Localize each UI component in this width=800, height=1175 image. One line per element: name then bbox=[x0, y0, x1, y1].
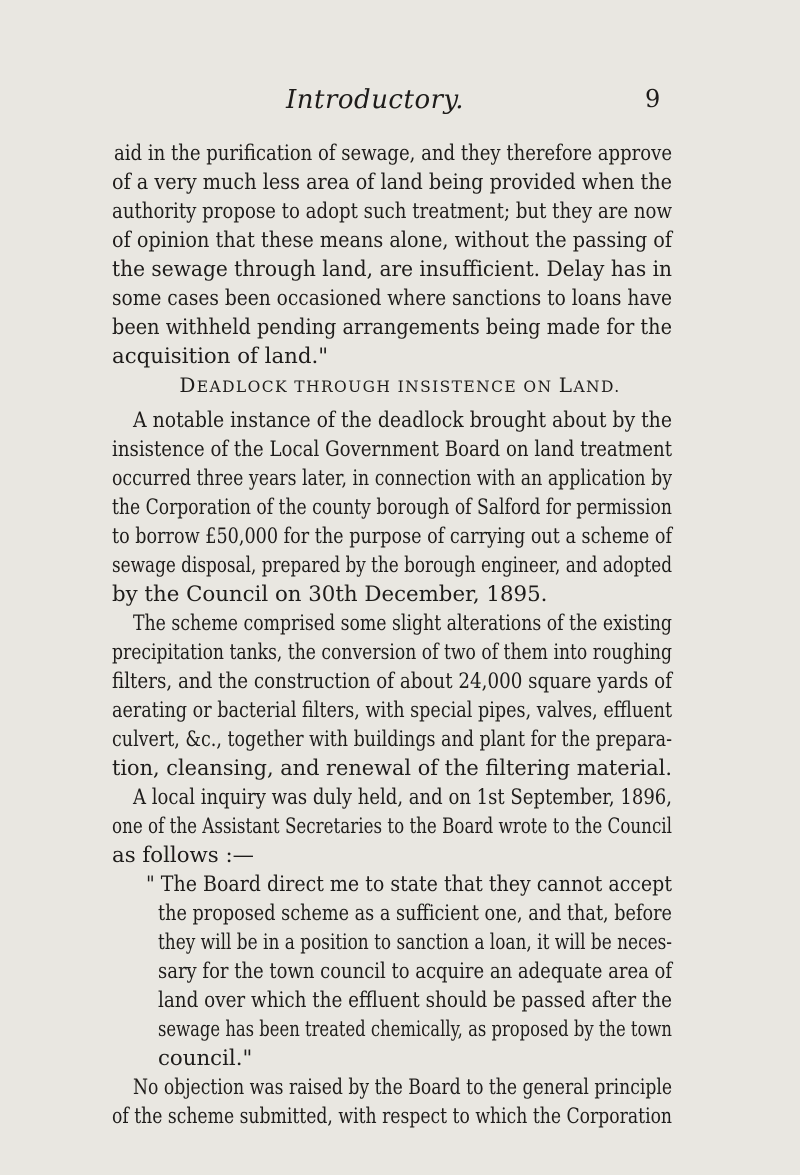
section-heading bbox=[0, 375, 800, 397]
text-line: No objection was raised by the Board to the general principle bbox=[133, 1075, 673, 1100]
heading-part-2: AND. bbox=[573, 378, 621, 396]
text-line: occurred three years later, in connection with an application by bbox=[112, 466, 673, 491]
heading-part-1: EADLOCK THROUGH INSISTENCE ON bbox=[196, 378, 559, 396]
text-line: sewage has been treated chemically, as proposed by the town bbox=[158, 1017, 672, 1042]
text-line: " The Board direct me to state that they cannot accept bbox=[146, 872, 672, 897]
text-line: as follows :— bbox=[112, 843, 254, 868]
page-header bbox=[0, 85, 800, 119]
text-line: to borrow £50,000 for the purpose of carrying out a scheme of bbox=[112, 524, 673, 549]
text-line: A notable instance of the deadlock brought about by the bbox=[133, 408, 672, 433]
text-line: A local inquiry was duly held, and on 1st September, 1896, bbox=[133, 785, 673, 810]
text-line: the proposed scheme as a sufficient one, and that, before bbox=[158, 901, 672, 926]
text-line: been withheld pending arrangements being made for the bbox=[112, 315, 672, 340]
text-line: tion, cleansing, and renewal of the filtering material. bbox=[112, 756, 672, 781]
text-line: filters, and the construction of about 24,000 square yards of bbox=[112, 669, 672, 694]
page-number: 9 bbox=[645, 85, 661, 113]
text-line: land over which the effluent should be passed after the bbox=[158, 988, 673, 1013]
running-title: Introductory. bbox=[286, 85, 465, 115]
text-line: precipitation tanks, the conversion of two of them into roughing bbox=[112, 640, 673, 665]
text-line: acquisition of land." bbox=[112, 344, 329, 369]
text-line: of a very much less area of land being provided when the bbox=[112, 170, 673, 195]
text-line: the Corporation of the county borough of Salford for permission bbox=[112, 495, 672, 520]
heading-initial-l: L bbox=[558, 373, 574, 397]
text-line: one of the Assistant Secretaries to the Board wrote to the Council bbox=[112, 814, 672, 839]
text-line: by the Council on 30th December, 1895. bbox=[112, 582, 548, 607]
text-line: of opinion that these means alone, without the passing of bbox=[112, 228, 673, 253]
text-line: council." bbox=[158, 1046, 253, 1071]
text-line: sary for the town council to acquire an adequate area of bbox=[158, 959, 673, 984]
text-line: sewage disposal, prepared by the borough engineer, and adopted bbox=[112, 553, 672, 578]
text-line: culvert, &c., together with buildings and plant for the prepara- bbox=[112, 727, 673, 752]
text-line: they will be in a position to sanction a loan, it will be neces- bbox=[158, 930, 673, 955]
text-line: The scheme comprised some slight alterations of the existing bbox=[133, 611, 672, 636]
text-line: authority propose to adopt such treatment; but they are now bbox=[112, 199, 672, 224]
text-line: aerating or bacterial filters, with special pipes, valves, effluent bbox=[112, 698, 673, 723]
text-line: the sewage through land, are insufficient. Delay has in bbox=[112, 257, 673, 282]
text-line: of the scheme submitted, with respect to which the Corporation bbox=[112, 1104, 673, 1129]
text-line: some cases been occasioned where sanctions to loans have bbox=[112, 286, 672, 311]
heading-initial-d: D bbox=[179, 373, 197, 397]
text-line: insistence of the Local Government Board on land treatment bbox=[112, 437, 673, 462]
text-line: aid in the purification of sewage, and they therefore approve bbox=[114, 141, 673, 166]
